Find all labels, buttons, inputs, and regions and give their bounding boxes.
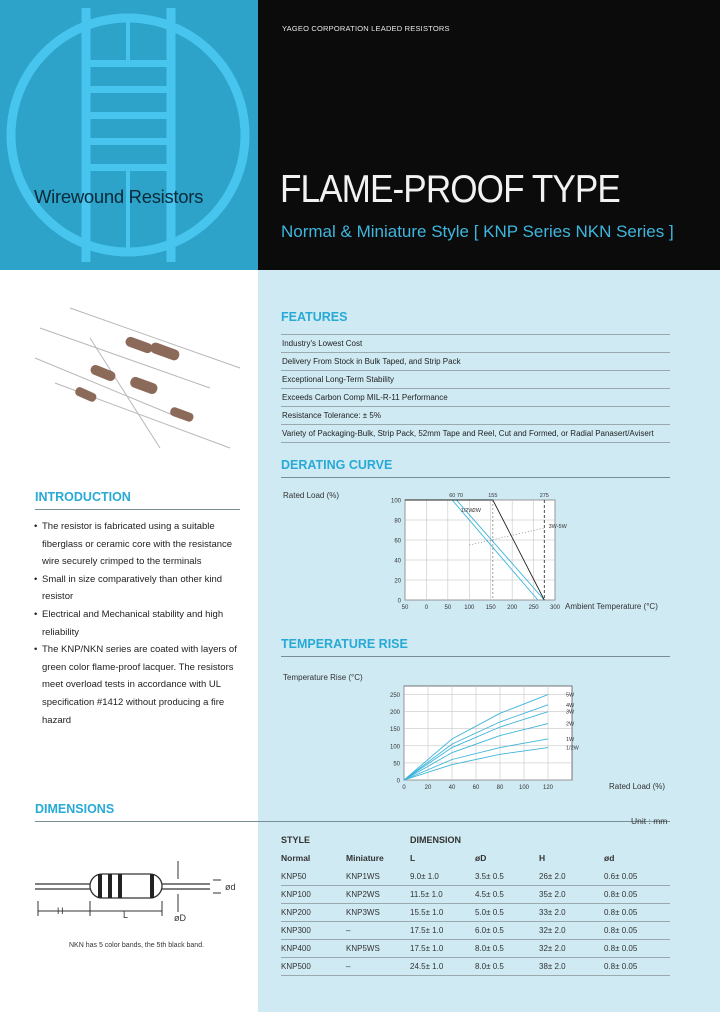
table-cell: 4.5± 0.5 (475, 890, 504, 899)
x-tick-label: 150 (485, 605, 496, 611)
style-header: STYLE (281, 835, 311, 845)
table-row (281, 958, 670, 976)
x-tick-label: 80 (496, 785, 504, 791)
category-label: Wirewound Resistors (34, 186, 204, 207)
table-cell: 33± 2.0 (539, 908, 566, 917)
introduction-list (35, 518, 240, 729)
temprise-ylabel: Temperature Rise (°C) (283, 673, 363, 682)
table-cell: 9.0± 1.0 (410, 872, 439, 881)
col-od-big: øD (475, 853, 487, 863)
table-cell: 32± 2.0 (539, 926, 566, 935)
table-body (281, 868, 670, 976)
dim-od-big-label: øD (174, 913, 186, 923)
dimensions-rule (35, 821, 670, 822)
table-cell: 17.5± 1.0 (410, 926, 444, 935)
temperature-rule (281, 656, 670, 657)
table-cell: 3.5± 0.5 (475, 872, 504, 881)
table-cell: 15.5± 1.0 (410, 908, 444, 917)
series-label: 1/2W (566, 745, 579, 752)
x-tick-label: 300 (549, 605, 561, 611)
derating-chart (380, 486, 570, 616)
curve-label: 1/2W (460, 508, 474, 514)
table-cell: 0.8± 0.05 (604, 944, 638, 953)
temperature-rise-chart (380, 680, 600, 792)
x-tick-label: 100 (518, 785, 530, 791)
temprise-xlabel: Rated Load (%) (609, 782, 666, 791)
table-group-header (281, 832, 670, 850)
x-tick-label: 40 (448, 785, 456, 791)
table-column-header (281, 850, 670, 868)
series-label: 3W (566, 709, 575, 716)
series-label: 2W (566, 721, 575, 728)
company-line: YAGEO CORPORATION LEADED RESISTORS (282, 24, 450, 33)
x-tick-label: 0 (424, 605, 429, 611)
derating-xlabel: Ambient Temperature (°C) (565, 602, 658, 611)
table-cell: 35± 2.0 (539, 890, 566, 899)
y-tick-label: 0 (396, 778, 400, 785)
table-row (281, 868, 670, 886)
table-cell: 24.5± 1.0 (410, 962, 444, 971)
dimensions-note: NKN has 5 color bands, the 5th black band. (69, 942, 205, 949)
table-row (281, 904, 670, 922)
plot-area (405, 500, 555, 600)
x-tick-label: 100 (464, 605, 475, 611)
x-tick-label: 50 (401, 605, 409, 611)
table-cell: KNP1WS (346, 872, 380, 881)
table-cell: 0.8± 0.05 (604, 926, 638, 935)
derating-ylabel: Rated Load (%) (283, 491, 340, 500)
introduction-title: INTRODUCTION (35, 490, 131, 504)
table-cell: KNP3WS (346, 908, 380, 917)
feature-item: Resistance Tolerance: ± 5% (281, 407, 670, 425)
y-tick-label: 50 (393, 761, 400, 768)
table-cell: 26± 2.0 (539, 872, 566, 881)
y-tick-label: 100 (389, 744, 400, 751)
table-cell: 0.8± 0.05 (604, 890, 638, 899)
introduction-rule (35, 509, 240, 510)
feature-item: Delivery From Stock in Bulk Taped, and Strip Pack (281, 353, 670, 371)
feature-item: Industry's Lowest Cost (281, 334, 670, 353)
intro-item: • Small in size comparatively than other kind resistor (35, 571, 240, 606)
table-cell: KNP50 (281, 872, 307, 881)
dimensions-unit: Unit : mm (631, 816, 668, 826)
x-tick-label: 50 (444, 605, 452, 611)
y-tick-label: 20 (394, 578, 401, 585)
col-h: H (539, 853, 546, 863)
x-tick-label: 200 (507, 605, 518, 611)
table-cell: 6.0± 0.5 (475, 926, 504, 935)
x-tick-label: 20 (424, 785, 432, 791)
intro-item: • Electrical and Mechanical stability and high reliability (35, 606, 240, 641)
table-cell: KNP500 (281, 962, 311, 971)
y-tick-label: 200 (389, 710, 400, 717)
series-label: 5W (566, 692, 575, 699)
dim-od-small-label: ød (225, 882, 236, 892)
feature-item: Exceptional Long-Term Stability (281, 371, 670, 389)
curve-label: 2W (472, 508, 481, 514)
col-normal: Normal (281, 853, 311, 863)
y-tick-label: 60 (394, 538, 401, 545)
top-tick-label: 60 70 (449, 493, 464, 499)
table-cell: 5.0± 0.5 (475, 908, 504, 917)
col-l: L (410, 853, 416, 863)
series-label: 1W (566, 736, 575, 743)
table-cell: 0.8± 0.05 (604, 908, 638, 917)
derating-title: DERATING CURVE (281, 458, 393, 472)
y-tick-label: 0 (397, 598, 401, 605)
x-tick-label: 250 (528, 605, 539, 611)
y-tick-label: 40 (394, 558, 401, 565)
y-tick-label: 80 (394, 518, 401, 525)
intro-item: • The resistor is fabricated using a suitable fiberglass or ceramic core with the resistance wire securely crimped to the terminals (35, 518, 240, 571)
table-cell: – (346, 962, 351, 971)
table-cell: 17.5± 1.0 (410, 944, 444, 953)
table-cell: 38± 2.0 (539, 962, 566, 971)
dim-h-label: H (57, 906, 64, 916)
x-tick-label: 60 (472, 785, 480, 791)
table-cell: KNP200 (281, 908, 311, 917)
top-tick-label: 275 (539, 493, 549, 499)
table-cell: KNP2WS (346, 890, 380, 899)
table-cell: 8.0± 0.5 (475, 944, 504, 953)
table-cell: 0.8± 0.05 (604, 962, 638, 971)
x-tick-label: 120 (542, 785, 554, 791)
curve-label: 3W-5W (548, 524, 567, 530)
y-tick-label: 150 (389, 727, 400, 734)
table-cell: KNP300 (281, 926, 311, 935)
table-row (281, 940, 670, 958)
table-row (281, 886, 670, 904)
table-cell: – (346, 926, 351, 935)
features-title: FEATURES (281, 310, 348, 324)
features-list (281, 334, 670, 443)
wirewound-logo-icon (0, 0, 258, 270)
series-label: 4W (566, 702, 575, 709)
col-miniature: Miniature (346, 853, 384, 863)
dimension-header: DIMENSION (410, 835, 462, 845)
table-row (281, 922, 670, 940)
table-cell: 0.6± 0.05 (604, 872, 638, 881)
dimensions-title: DIMENSIONS (35, 802, 115, 816)
top-tick-label: 155 (488, 493, 498, 499)
table-cell: 11.5± 1.0 (410, 890, 443, 899)
resistor-dimension-diagram (35, 856, 260, 936)
table-cell: 8.0± 0.5 (475, 962, 504, 971)
page-title: FLAME-PROOF TYPE (280, 168, 620, 211)
table-cell: KNP100 (281, 890, 311, 899)
table-cell: KNP400 (281, 944, 311, 953)
dim-l-label: L (123, 910, 129, 920)
col-od-small: ød (604, 853, 615, 863)
feature-item: Variety of Packaging-Bulk, Strip Pack, 52mm Tape and Reel, Cut and Formed, or Radial Panasert/Avisert (281, 425, 670, 443)
x-tick-label: 0 (402, 785, 406, 791)
derating-rule (281, 477, 670, 478)
table-cell: KNP5WS (346, 944, 380, 953)
dimensions-table (281, 832, 670, 976)
resistor-photo (30, 298, 245, 458)
header-logo-panel (0, 0, 258, 270)
y-tick-label: 250 (389, 693, 400, 700)
intro-item: • The KNP/NKN series are coated with layers of green color flame-proof lacquer. The resistors meet overload tests in accordance with UL specification #1412 without producing a fire hazard (35, 641, 240, 729)
y-tick-label: 100 (390, 498, 401, 505)
feature-item: Exceeds Carbon Comp MIL-R-11 Performance (281, 389, 670, 407)
table-cell: 32± 2.0 (539, 944, 566, 953)
page-subtitle: Normal & Miniature Style [ KNP Series NKN Series ] (281, 222, 674, 241)
temperature-rise-title: TEMPERATURE RISE (281, 637, 408, 651)
